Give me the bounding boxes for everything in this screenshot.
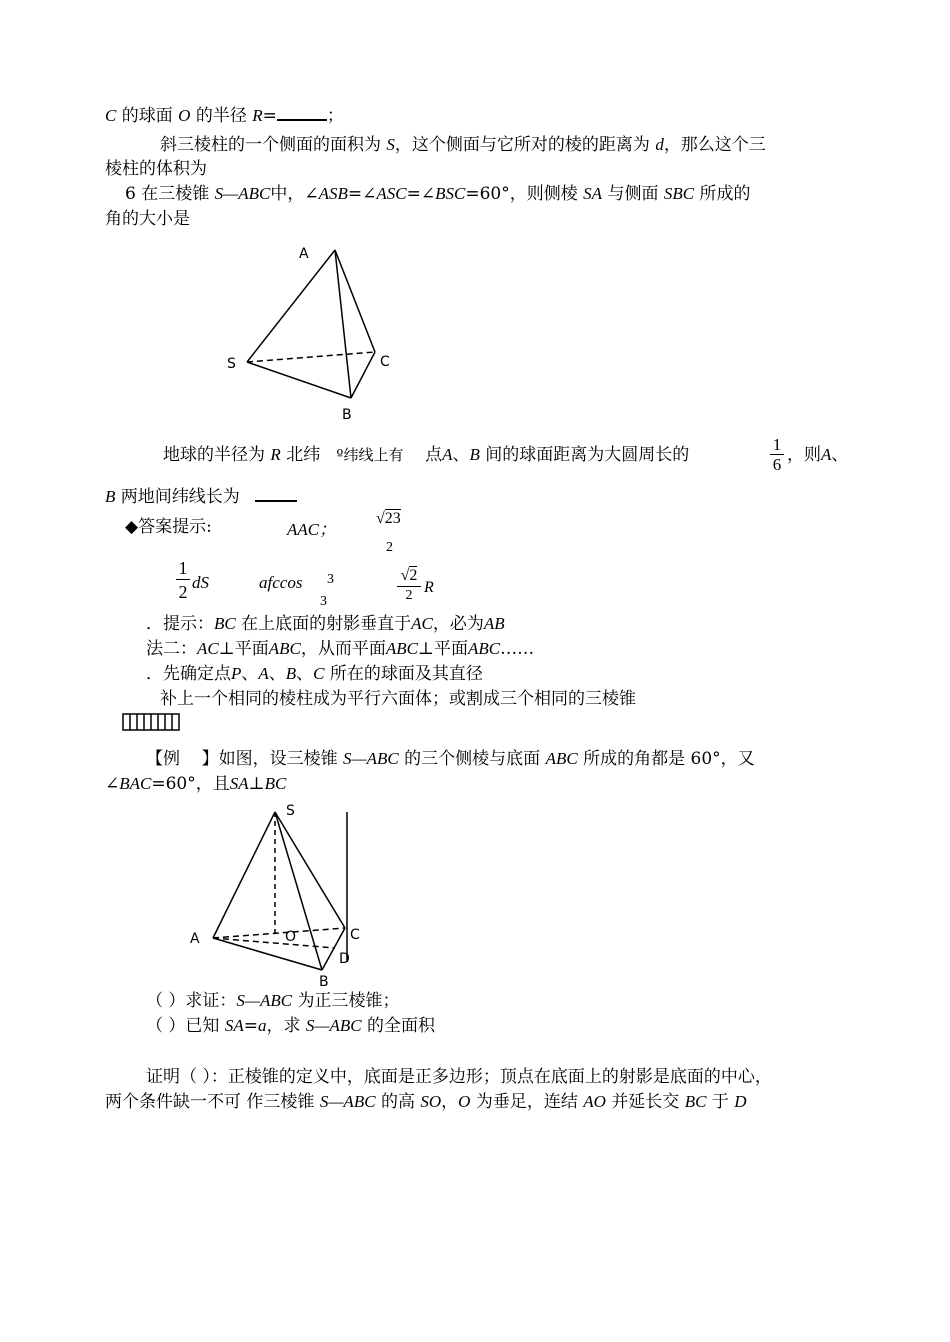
var: S—ABC [305, 1016, 362, 1035]
denominator-2: 2 [386, 540, 393, 555]
text: =60°，且 [151, 774, 230, 794]
var: A [258, 664, 269, 683]
text: 的半径 [195, 106, 247, 126]
grid-icon [122, 712, 180, 732]
text: ，这个侧面与它所对的棱的距离为 [394, 135, 650, 155]
hint-3 [146, 663, 483, 685]
var: P [231, 664, 242, 683]
text: dS [192, 573, 209, 592]
example-line-1 [146, 748, 755, 770]
text: ．先确定点 [146, 664, 231, 684]
text: = [262, 106, 277, 126]
fraction-half [176, 557, 190, 604]
hint-1 [146, 613, 505, 635]
numerator: 1 [176, 557, 190, 580]
proof-line-1: 证明（ ）：正棱锥的定义中，底面是正多边形；顶点在底面上的射影是底面的中心， [146, 1067, 772, 1087]
line-6-end [787, 444, 848, 466]
denominator: 2 [405, 588, 413, 603]
fraction-1-6 [770, 436, 784, 475]
text: ∠ [105, 774, 120, 794]
text: ，那么这个三 [663, 135, 766, 155]
tetrahedron-figure-1 [220, 238, 410, 428]
var: d [655, 135, 664, 154]
var: SBC [663, 184, 695, 203]
text: 的高 [380, 1092, 415, 1112]
label-C: C [380, 354, 390, 370]
var: AC [411, 614, 433, 633]
label-B: B [342, 407, 352, 423]
text: 角的大小是 [105, 209, 190, 229]
text: ； [326, 106, 344, 126]
var: O [178, 106, 191, 125]
line-7 [105, 486, 297, 508]
text: 间的球面距离为大圆周长的 [485, 445, 690, 465]
proof-line-2 [105, 1091, 747, 1113]
text: 法二： [146, 639, 197, 659]
text: 为正三棱锥； [297, 991, 400, 1011]
text: 地球的半径为 [163, 445, 265, 465]
label-B: B [319, 974, 329, 988]
label-O: O [285, 929, 297, 945]
text: ⊥平面 [417, 639, 468, 659]
question-2 [146, 1015, 435, 1037]
text: 的三个侧棱与底面 [404, 749, 541, 769]
answer-arccos [259, 572, 302, 594]
var: R [270, 445, 281, 464]
var: S—ABC [214, 184, 271, 203]
answer-label: ◆答案提示: [125, 517, 212, 537]
text: afccos [259, 573, 303, 592]
text: 两个条件缺一不可 作三棱锥 [105, 1092, 315, 1112]
var: AC [197, 639, 219, 658]
text: =60°，则侧棱 [465, 184, 578, 204]
text: 在上底面的射影垂直于 [241, 614, 412, 634]
var: B [105, 487, 116, 506]
example-line-2 [105, 773, 286, 795]
fraction-sqrt2-2 [397, 566, 421, 605]
text: AAC； [287, 520, 337, 539]
text: =∠ [347, 184, 377, 204]
label-A: A [299, 246, 309, 262]
text: 的全面积 [367, 1016, 435, 1036]
text: ，必为 [432, 614, 484, 634]
text: …… [500, 639, 535, 659]
answer-R [424, 579, 434, 597]
text: = [243, 1016, 258, 1036]
var: B [285, 664, 297, 683]
var: SA [224, 1016, 244, 1035]
line-5 [105, 208, 190, 230]
hint-2 [146, 638, 534, 660]
var: A [442, 445, 453, 464]
var: ABC [467, 639, 501, 658]
radicand: 2 [409, 567, 418, 584]
text: 的球面 [121, 106, 173, 126]
line-3 [105, 158, 207, 180]
text: 并延长交 [611, 1092, 680, 1112]
text: 、 [831, 445, 849, 465]
text: 中，∠ [270, 184, 319, 204]
text: 【例 [146, 749, 180, 769]
text: 两地间纬线长为 [120, 487, 240, 507]
text: R [424, 579, 434, 596]
var: S [386, 135, 395, 154]
answer-aac [287, 519, 336, 541]
var: C [313, 664, 325, 683]
var: BC [214, 614, 236, 633]
line-1 [105, 105, 344, 127]
var: BC [264, 774, 287, 793]
text: ， [441, 1092, 459, 1112]
var: AO [583, 1092, 606, 1111]
text: 、 [452, 445, 470, 465]
label-D: D [339, 951, 350, 967]
text: 与侧面 [607, 184, 659, 204]
line-2 [160, 134, 766, 156]
text: 为垂足，连结 [475, 1092, 578, 1112]
text: ，求 [266, 1016, 301, 1036]
radicand: 23 [384, 510, 401, 527]
text: （ ）已知 [146, 1016, 220, 1036]
label-S: S [227, 356, 236, 372]
label-A: A [190, 931, 200, 947]
sqrt-23: √23 [376, 510, 401, 527]
var: R [252, 106, 263, 125]
var: ASB [318, 184, 348, 203]
label-S: S [286, 803, 295, 819]
var: S—ABC [319, 1092, 376, 1111]
text: 于 [711, 1092, 729, 1112]
var: BC [684, 1092, 707, 1111]
text: 、 [241, 664, 259, 684]
var: S—ABC [236, 991, 293, 1010]
denominator-3: 3 [320, 594, 327, 609]
var: AB [483, 614, 505, 633]
tetrahedron-figure-2 [185, 798, 365, 988]
var: ABC [545, 749, 578, 768]
var: ABC [385, 639, 418, 658]
denominator: 2 [178, 582, 188, 602]
var: BSC [435, 184, 466, 203]
numerator-3: 3 [327, 572, 334, 587]
text: 6 在三棱锥 [125, 184, 210, 204]
label-C: C [350, 927, 360, 943]
text: 】如图，设三棱锥 [201, 749, 338, 769]
text: 斜三棱柱的一个侧面的面积为 [160, 135, 381, 155]
var: SA [229, 774, 249, 793]
numerator: 1 [770, 436, 784, 455]
text: 所在的球面及其直径 [329, 664, 483, 684]
var: a [257, 1016, 267, 1035]
line-6 [163, 444, 689, 466]
text: 北纬 [286, 445, 321, 465]
text: ⊥ [248, 774, 265, 794]
text: ．提示： [146, 614, 214, 634]
var: S—ABC [343, 749, 399, 768]
text: 棱柱的体积为 [105, 159, 207, 179]
text: 点 [425, 445, 443, 465]
var: O [458, 1092, 471, 1111]
line-4 [125, 183, 751, 205]
denominator: 6 [772, 455, 782, 474]
numerator: √2 [397, 566, 421, 587]
var: B [469, 445, 480, 464]
var: SO [420, 1092, 442, 1111]
var: C [105, 106, 117, 125]
var: ABC [268, 639, 301, 658]
text: ，则 [787, 445, 821, 465]
answer-ds [192, 572, 209, 594]
var: BAC [119, 774, 152, 793]
text: º纬线上有 [336, 446, 404, 464]
text: （ ）求证： [146, 991, 237, 1011]
text: ，从而平面 [300, 639, 386, 659]
text: =∠ [406, 184, 436, 204]
text: 、 [296, 664, 314, 684]
answer-blank [277, 119, 327, 121]
text: 所成的角都是 60°，又 [583, 749, 755, 769]
var: A [821, 445, 832, 464]
var: D [734, 1092, 747, 1111]
hint-4: 补上一个相同的棱柱成为平行六面体；或割成三个相同的三棱锥 [160, 689, 636, 709]
text: 所成的 [699, 184, 751, 204]
var: ASC [376, 184, 407, 203]
text: 、 [268, 664, 286, 684]
question-1 [146, 990, 400, 1012]
answer-blank [255, 500, 297, 502]
text: ⊥平面 [218, 639, 269, 659]
var: SA [583, 184, 603, 203]
